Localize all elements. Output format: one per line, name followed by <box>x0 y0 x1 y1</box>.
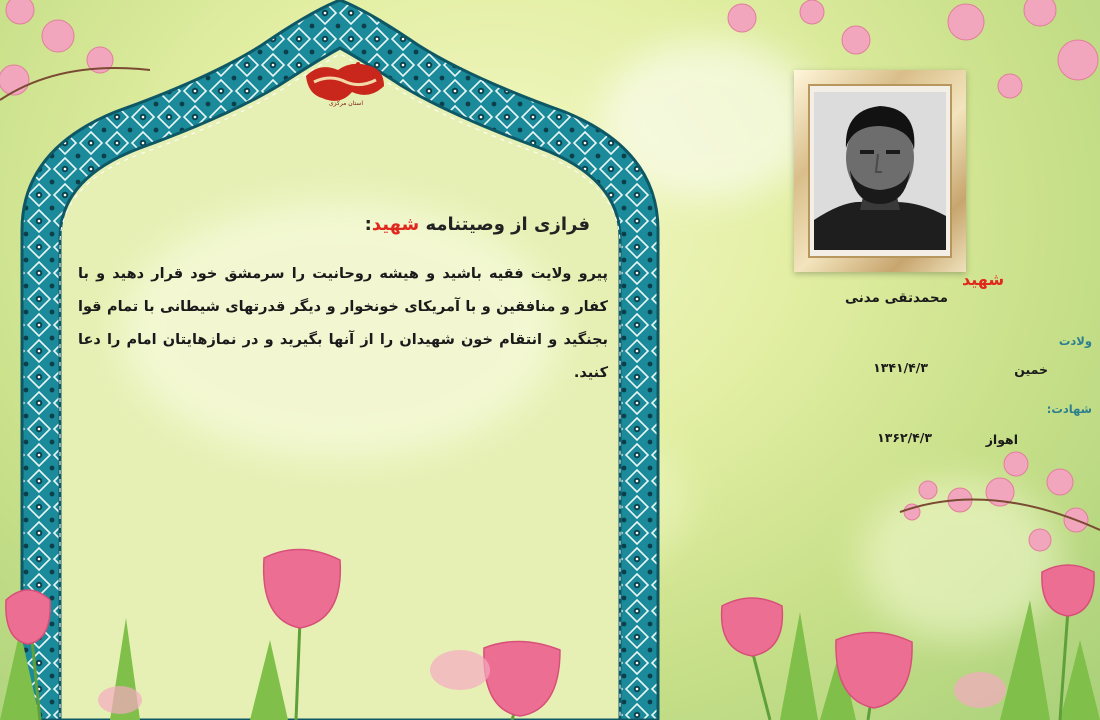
martyr-label: شهید <box>962 270 1005 289</box>
martyrdom-place: اهواز <box>985 432 1018 447</box>
will-heading-suffix: : <box>364 214 372 235</box>
logo-subtitle: استان مرکزی <box>328 100 364 107</box>
martyr-name: محمدتقی مدنی <box>845 290 948 306</box>
birth-label: ولادت <box>1058 334 1092 348</box>
birth-date: ۱۳۴۱/۴/۳ <box>873 360 928 375</box>
will-heading-accent: شهید <box>371 214 420 235</box>
birth-place: خمین <box>1014 362 1048 377</box>
martyrdom-date: ۱۳۶۲/۴/۳ <box>877 430 932 445</box>
will-excerpt: پیرو ولایت فقیه باشید و هیشه روحانیت را سرمشق خود قرار دهید و با کفار و منافقین و با آمریکای خونخوار و دیگر قدرتهای شیطانی با تمام قوا بجنگید و انتقام خون شهیدان را از آنها بگیرید و در نمازهایتان امام را دعا کنید. <box>78 266 608 381</box>
martyrdom-label: شهادت: <box>1046 402 1092 416</box>
will-heading-prefix: فرازی از وصیتنامه <box>425 214 590 235</box>
